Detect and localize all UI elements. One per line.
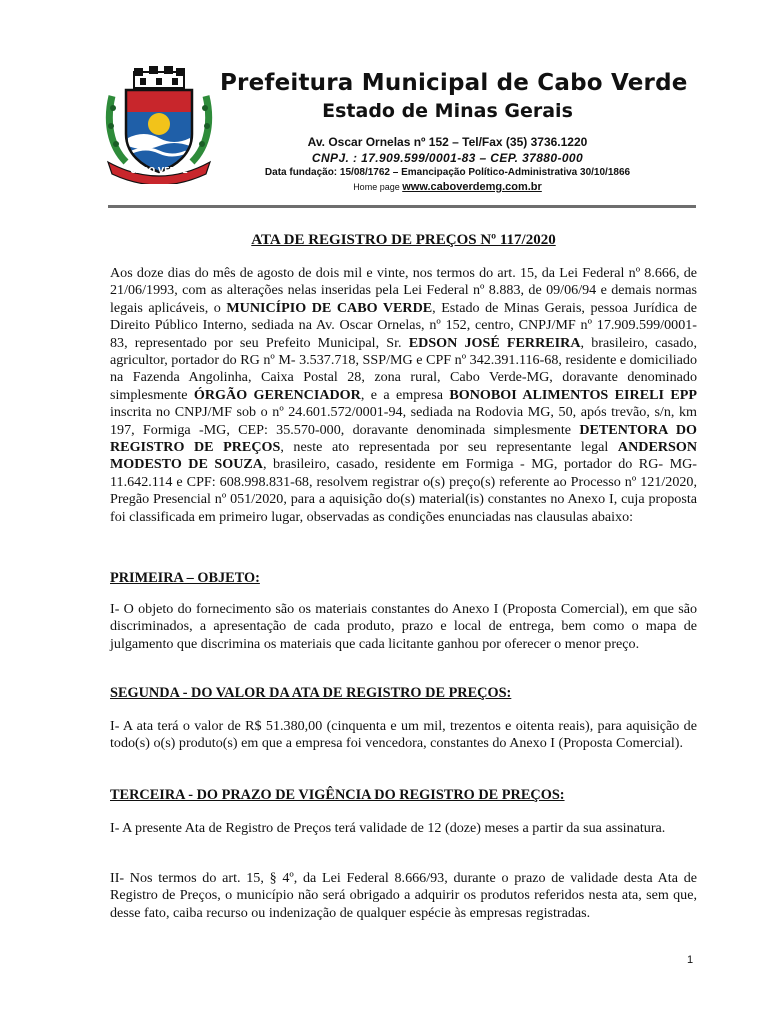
section-terceira-body-1 bbox=[110, 820, 697, 837]
letterhead bbox=[0, 0, 770, 210]
cnpj-line: CNPJ. : 17.909.599/0001-83 – CEP. 37880-000 bbox=[311, 151, 584, 165]
section-terceira-paragraph-1: I- A presente Ata de Registro de Preços terá validade de 12 (doze) meses a partir da sua assinatura. bbox=[110, 820, 666, 836]
crest-banner-text: CABO VERDE bbox=[130, 166, 188, 175]
address-line: Av. Oscar Ornelas nº 152 – Tel/Fax (35) 3736.1220 bbox=[307, 135, 588, 149]
municipality-title: Prefeitura Municipal de Cabo Verde bbox=[220, 70, 688, 96]
homepage-label: Home page bbox=[353, 182, 400, 192]
section-heading-terceira: TERCEIRA - DO PRAZO DE VIGÊNCIA DO REGISTRO DE PREÇOS: bbox=[110, 787, 565, 803]
state-subtitle: Estado de Minas Gerais bbox=[322, 100, 573, 122]
homepage-link[interactable]: www.caboverdemg.com.br bbox=[402, 181, 542, 193]
section-heading-primeira: PRIMEIRA – OBJETO: bbox=[110, 570, 260, 586]
section-primeira-body bbox=[110, 601, 697, 653]
section-terceira-body-2 bbox=[110, 870, 697, 922]
section-terceira-paragraph-2: II- Nos termos do art. 15, § 4º, da Lei Federal 8.666/93, durante o prazo de validade desta Ata de Registro de Preços, o município não será obrigado a adquirir os produtos referidos nesta ata, sem que, desse fato, caiba recurso ou indenização de qualquer espécie às empresas registradas. bbox=[110, 870, 697, 921]
intro-paragraph: Aos doze dias do mês de agosto de dois mil e vinte, nos termos do art. 15, da Lei Federal nº 8.666, de 21/06/1993, com as alterações nelas inseridas pela Lei Federal nº 8.883, de 09/06/94 e demais normas legais aplicáveis, o MUNICÍPIO DE CABO VERDE, Estado de Minas Gerais, pessoa Jurídica de Direito Público Interno, sediada na Av. Oscar Ornelas, nº 152, centro, CNPJ/MF nº 17.909.599/0001-83, representado por seu Prefeito Municipal, Sr. EDSON JOSÉ FERREIRA, brasileiro, casado, agricultor, portador do RG nº M- 3.537.718, SSP/MG e CPF nº 342.391.116-68, residente e domiciliado na Fazenda Angolinha, Caixa Postal 28, zona rural, Cabo Verde-MG, doravante denominado simplesmente ÓRGÃO GERENCIADOR, e a empresa BONOBOI ALIMENTOS EIRELI EPP inscrita no CNPJ/MF sob o nº 24.601.572/0001-94, sediada na Rodovia MG, 50, após trevão, s/n, km 197, Formiga -MG, CEP: 35.570-000, doravante denominada simplesmente DETENTORA DO REGISTRO DE PREÇOS, neste ato representada por seu representante legal ANDERSON MODESTO DE SOUZA, brasileiro, casado, residente em Formiga - MG, portador do RG- MG-11.642.114 e CPF: 608.998.831-68, resolvem registrar o(s) preço(s) referente ao Processo nº 121/2020, Pregão Presencial nº 051/2020, para a aquisição do(s) material(is) constantes no Anexo I, cuja proposta foi classificada em primeiro lugar, observadas as condições enunciadas nas clausulas abaixo: bbox=[110, 265, 697, 525]
foundation-dates-line: Data fundação: 15/08/1762 – Emancipação Político-Administrativa 30/10/1866 bbox=[264, 167, 631, 178]
document-title: ATA DE REGISTRO DE PREÇOS Nº 117/2020 bbox=[251, 232, 556, 248]
header-divider bbox=[108, 205, 696, 208]
page-number: 1 bbox=[687, 954, 694, 966]
homepage-line bbox=[220, 181, 675, 193]
section-segunda-body bbox=[110, 718, 697, 753]
section-primeira-paragraph: I- O objeto do fornecimento são os materiais constantes do Anexo I (Proposta Comercial), em que são discriminados, a apresentação de cada produto, prazo e local de entrega, bem como o mapa de julgamento que discrimina os materiais que cada licitante ganhou por oferecer o menor preço. bbox=[110, 601, 697, 652]
section-heading-segunda: SEGUNDA - DO VALOR DA ATA DE REGISTRO DE PREÇOS: bbox=[110, 685, 512, 701]
section-segunda-paragraph: I- A ata terá o valor de R$ 51.380,00 (cinquenta e um mil, trezentos e oitenta reais), para aquisição de todo(s) o(s) produto(s) em que a empresa foi vencedora, constantes do Anexo I (Proposta Comercial). bbox=[110, 718, 697, 752]
